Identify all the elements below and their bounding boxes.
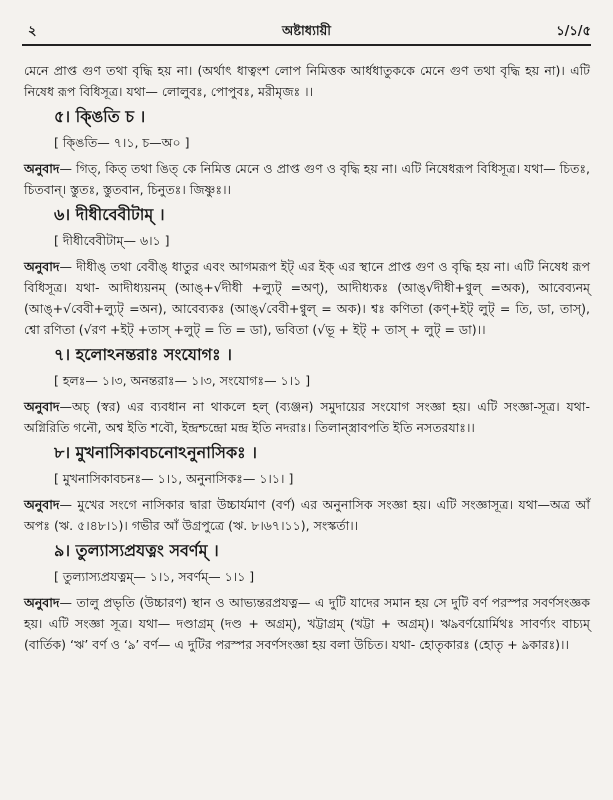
translation-paragraph [24,158,590,200]
sutra-section-6 [24,203,590,340]
header-divider [22,44,591,46]
sutra-reference: ১/১/৫ [556,24,591,39]
translation-paragraph [24,592,590,655]
pada-breakdown: [ হলঃ— ১।৩, অনন্তরাঃ— ১।৩, সংযোগঃ— ১।১ ] [54,373,311,388]
translation-label: অনুবাদ [24,399,60,414]
translation-label: অনুবাদ [24,595,60,610]
page-body [24,60,590,655]
translation-label: অনুবাদ [24,497,60,512]
page-title: অষ্টাধ্যায়ী [281,24,332,39]
pada-breakdown: [ তুল্যাস্যপ্রযত্নম্‌— ১।১, সবর্ণম্‌— ১।১ ] [54,569,255,584]
pada-breakdown: [ মুখনাসিকাবচনঃ— ১।১, অনুনাসিকঃ— ১।১। ] [54,471,294,486]
pada-breakdown: [ দীধীবেবীটাম্‌— ৬।১ ] [54,233,170,248]
translation-text: — তালু প্রভৃতি (উচ্চারণ) স্থান ও আভ্যন্তরপ্রযত্ন— এ দুটি যাদের সমান হয় সে দুটি বর্ণ পরস্পর সবর্ণসংজ্ঞক হয়। এটি সংজ্ঞা সূত্র। যথা— দণ্ডাগ্রম্‌ (দণ্ড + অগ্রম্‌), খট্টাগ্রম্‌ (খট্টা + অগ্রম্‌)। ঋঌবর্ণয়োর্মিথঃ সাবর্ণ্যং বাচ্যম্‌ (বার্তিক) ‘ঋ’ বর্ণ ও ‘ঌ’ বর্ণ— এ দুটির পরস্পর সবর্ণসংজ্ঞা হয় বলা উচিত। যথা- হোতৃকারঃ (হোতৃ + ঌকারঃ)।। [24,595,590,652]
translation-paragraph [24,396,590,438]
sutra-heading: ৯। তুল্যাস্যপ্রযত্নং সবর্ণম্‌ । [54,541,219,560]
sutra-section-9 [24,539,590,655]
intro-paragraph: মেনে প্রাপ্ত গুণ তথা বৃদ্ধি হয় না। (অর্থাৎ ধাত্বংশ লোপ নিমিত্তক আর্ধধাতুককে মেনে গুণ তথা বৃদ্ধি হয় না)। এটি নিষেধ রূপ বিধিসূত্র। যথা— লোলুবঃ, পোপুবঃ, মরীমৃজঃ ।। [24,63,590,99]
page-number: ২ [28,24,37,39]
translation-label: অনুবাদ [24,259,60,274]
sutra-heading: ৮। মুখনাসিকাবচনোঽনুনাসিকঃ । [54,443,257,462]
translation-text: —অচ্‌ (স্বর) এর ব্যবধান না থাকলে হল্‌ (ব্যঞ্জন) সমুদায়ের সংযোগ সংজ্ঞা হয়। এটি সংজ্ঞা-সূত্র। যথা-অগ্নিরিতি গনৌ, অশ্ব ইতি শবৌ, ইন্দ্রশ্চন্দ্রো মন্দ্র ইতি নদরাঃ। তিলান্‌স্ত্রাবপতি ইতি নসতরযাঃ।। [24,399,590,435]
translation-label: অনুবাদ [24,161,60,176]
sutra-section-5 [24,105,590,200]
translation-text: — দীধীঙ্‌ তথা বেবীঙ্‌ ধাতুর এবং আগমরূপ ইট্‌ এর ইক্‌ এর স্থানে প্রাপ্ত গুণ ও বৃদ্ধি হয় না। এটি নিষেধ রূপ বিধিসূত্র। যথা- আদীধ্যয়নম্‌ (আঙ্‌+√দীধী +ল্যুট্‌ =অণ্‌), আদীধ্যকঃ (আঙ্‌√দীধী+ণ্বুল্‌ =অক), আবেব্যনম্‌ (আঙ্‌+√বেবী+ল্যুট্‌ =অন), আবেব্যকঃ (আঙ্‌√বেবী+ণ্বুল্‌ = অক)। শ্বঃ কণিতা (কণ্‌+ইট্‌ লুট্‌ = তি, ডা, তাস্‌), শ্বো রণিতা (√রণ +ইট্‌ +তাস্‌ +লুট্‌ = তি = ডা), ভবিতা (√ভূ + ইট্‌ + তাস্‌ + লুট্‌ = ডা)।। [24,259,590,337]
sutra-heading: ৬। দীধীবেবীটাম্‌ । [54,205,165,224]
translation-paragraph [24,256,590,340]
sutra-heading: ৭। হলোঽনন্তরাঃ সংযোগঃ । [54,345,232,364]
translation-text: — মুখের সংগে নাসিকার দ্বারা উচ্চার্যমাণ (বর্ণ) এর অনুনাসিক সংজ্ঞা হয়। এটি সংজ্ঞাসূত্র। যথা—অত্র আঁ অপঃ (ঋ. ৫।৪৮।১)। গভীর আঁ উগ্রপুত্রে (ঋ. ৮।৬৭।১১), সংস্কর্তা।। [24,497,590,533]
translation-text: — গিত্‌, কিত্‌ তথা ঙিত্‌ কে নিমিত্ত মেনে ও প্রাপ্ত গুণ ও বৃদ্ধি হয় না। এটি নিষেধরূপ বিধিসূত্র। যথা— চিতঃ, চিতবান্‌। স্তুতঃ, স্তুতবান, চিনুতঃ। জিষ্ণুঃ।। [24,161,590,197]
sutra-section-8 [24,441,590,536]
translation-paragraph [24,494,590,536]
pada-breakdown: [ ক্ঙিতি— ৭।১, চ—অ০ ] [54,135,190,150]
sutra-heading: ৫। ক্ঙিতি চ । [54,107,146,126]
sutra-section-7 [24,343,590,438]
